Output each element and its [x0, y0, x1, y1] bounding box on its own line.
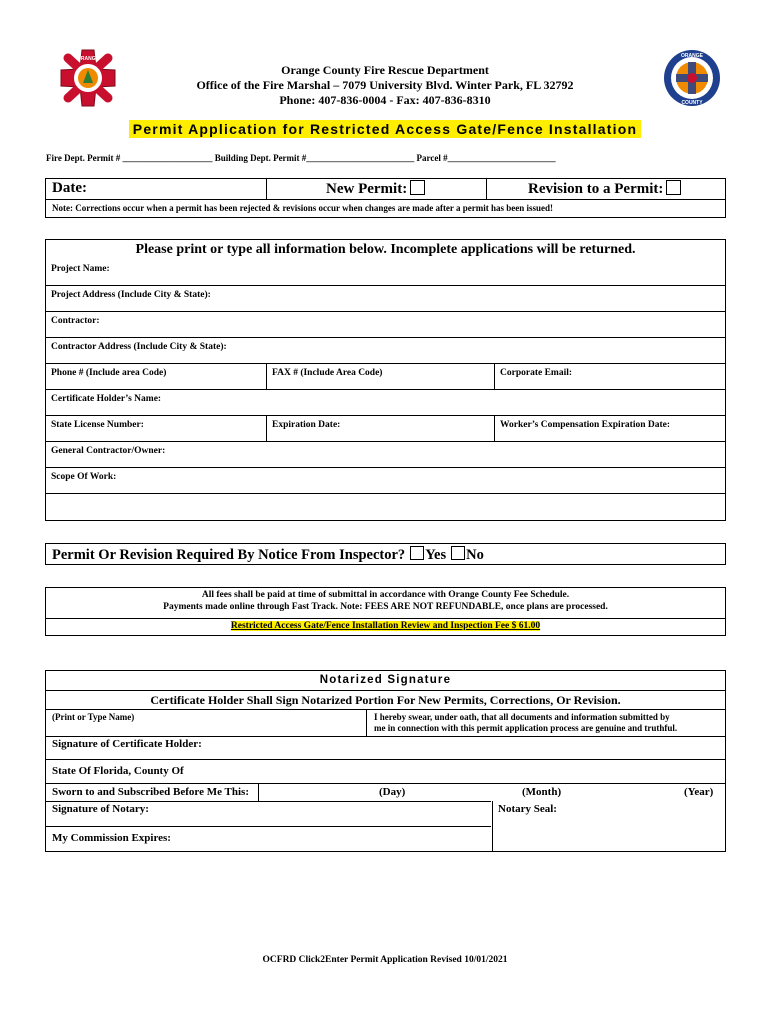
fees-box	[45, 587, 726, 636]
notary-subheading: Certificate Holder Shall Sign Notarized Portion For New Permits, Corrections, Or Revision.	[150, 693, 621, 707]
inspector-question: Permit Or Revision Required By Notice From Inspector?	[52, 547, 406, 563]
contractor-address-field[interactable]: Contractor Address (Include City & State):	[51, 342, 227, 352]
day-field[interactable]: (Day)	[379, 786, 406, 798]
row-divider	[46, 415, 725, 416]
no-label: No	[466, 547, 484, 563]
revision-checkbox[interactable]	[666, 180, 681, 195]
fax-field[interactable]: FAX # (Include Area Code)	[272, 368, 383, 378]
phone-field[interactable]: Phone # (Include area Code)	[51, 368, 167, 378]
divider	[266, 363, 267, 389]
logo-left-text: ORANGE	[77, 56, 99, 62]
divider	[486, 179, 487, 200]
month-field[interactable]: (Month)	[522, 786, 562, 798]
notary-box	[45, 670, 726, 852]
row-divider	[46, 801, 491, 802]
divider	[258, 783, 259, 801]
fee-amount-row	[46, 621, 725, 631]
yes-label: Yes	[425, 547, 447, 563]
commission-expires-field[interactable]: My Commission Expires:	[52, 832, 171, 844]
divider	[366, 709, 367, 736]
project-address-field[interactable]: Project Address (Include City & State):	[51, 290, 211, 300]
state-county-field[interactable]: State Of Florida, County Of	[52, 765, 184, 777]
contractor-field[interactable]: Contractor:	[51, 316, 100, 326]
divider	[266, 415, 267, 441]
project-name-field[interactable]: Project Name:	[51, 264, 110, 274]
row-divider	[46, 759, 725, 760]
row-divider	[46, 363, 725, 364]
cert-holder-field[interactable]: Certificate Holder’s Name:	[51, 394, 162, 404]
fee-amount: Restricted Access Gate/Fence Installation Review and Inspection Fee $ 61.00	[230, 621, 541, 631]
notary-seal-field[interactable]: Notary Seal:	[498, 803, 557, 815]
header-line-2: Office of the Fire Marshal – 7079 University Blvd. Winter Park, FL 32792	[196, 78, 574, 92]
sworn-label: Sworn to and Subscribed Before Me This:	[52, 786, 250, 798]
revision-label: Revision to a Permit:	[528, 181, 664, 197]
swear-line-1: I hereby swear, under oath, that all documents and information submitted by	[374, 712, 670, 722]
row-divider	[46, 441, 725, 442]
title-wrap	[0, 120, 770, 138]
inspector-question-row	[52, 546, 484, 564]
no-checkbox[interactable]	[451, 546, 465, 560]
row-divider	[46, 285, 725, 286]
row-divider	[46, 783, 725, 784]
date-label[interactable]: Date:	[52, 180, 87, 196]
new-permit-label: New Permit:	[326, 181, 408, 197]
row-divider	[46, 337, 725, 338]
workers-comp-field[interactable]: Worker’s Compensation Expiration Date:	[500, 420, 671, 430]
row-divider	[46, 618, 725, 619]
permit-number-line[interactable]: Fire Dept. Permit # ____________________ Building Dept. Permit #________________________ Parcel #________________________	[46, 153, 556, 163]
year-field[interactable]: (Year)	[684, 786, 714, 798]
email-field[interactable]: Corporate Email:	[500, 368, 573, 378]
row-divider	[46, 709, 725, 710]
row-divider	[46, 493, 725, 494]
row-divider	[46, 467, 725, 468]
yes-checkbox[interactable]	[410, 546, 424, 560]
scope-of-work-field[interactable]: Scope Of Work:	[51, 472, 117, 482]
row-divider	[46, 690, 725, 691]
footer-revision: OCFRD Click2Enter Permit Application Revised 10/01/2021	[262, 955, 508, 965]
revision-field[interactable]	[528, 180, 681, 198]
general-contractor-field[interactable]: General Contractor/Owner:	[51, 446, 166, 456]
new-permit-checkbox[interactable]	[410, 180, 425, 195]
row-divider	[46, 389, 725, 390]
logo-right-text: ORANGE	[681, 53, 703, 59]
expiration-field[interactable]: Expiration Date:	[272, 420, 341, 430]
inspector-notice-box	[45, 543, 726, 565]
header-line-3: Phone: 407-836-0004 - Fax: 407-836-8310	[279, 93, 491, 107]
notary-signature-field[interactable]: Signature of Notary:	[52, 803, 149, 815]
fees-line-1: All fees shall be paid at time of submittal in accordance with Orange County Fee Schedule.	[201, 590, 570, 600]
fees-line-2: Payments made online through Fast Track. Note: FEES ARE NOT REFUNDABLE, once plans are processed.	[163, 602, 608, 612]
form-title: Permit Application for Restricted Access Gate/Fence Installation	[129, 120, 641, 138]
new-permit-field[interactable]	[326, 180, 425, 198]
info-heading: Please print or type all information below. Incomplete applications will be returned.	[135, 242, 636, 257]
divider	[266, 179, 267, 200]
cert-holder-signature[interactable]: Signature of Certificate Holder:	[52, 738, 202, 750]
revision-note: Note: Corrections occur when a permit has been rejected & revisions occur when changes are made after a permit has been issued!	[52, 203, 554, 213]
applicant-info-box	[45, 239, 726, 521]
permit-type-box	[45, 178, 726, 218]
note-row	[46, 199, 725, 218]
divider	[492, 801, 493, 851]
department-header	[0, 63, 770, 108]
divider	[494, 415, 495, 441]
logo-right-sub: COUNTY	[681, 100, 703, 106]
notary-heading: Notarized Signature	[319, 674, 452, 686]
divider	[494, 363, 495, 389]
state-license-field[interactable]: State License Number:	[51, 420, 144, 430]
row-divider	[46, 736, 725, 737]
row-divider	[46, 311, 725, 312]
header-line-1: Orange County Fire Rescue Department	[281, 63, 489, 77]
row-divider	[46, 826, 491, 827]
print-name-field[interactable]: (Print or Type Name)	[52, 712, 135, 722]
swear-line-2: me in connection with this permit application process are genuine and truthful.	[374, 723, 678, 733]
